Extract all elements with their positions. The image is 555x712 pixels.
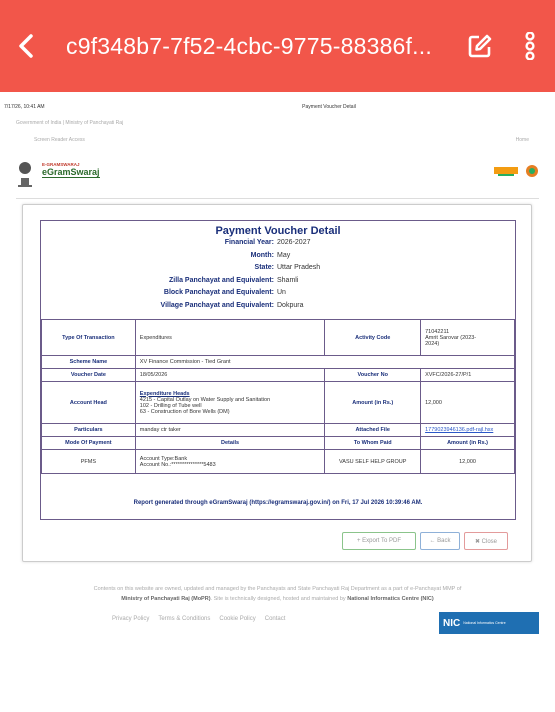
privacy-policy-link[interactable]: Privacy Policy [112, 616, 150, 622]
action-buttons [342, 532, 508, 550]
zilla-panchayat-row: Zilla Panchayat and Equivalent: Shamli [168, 276, 299, 284]
more-vertical-icon [525, 32, 535, 60]
contact-link[interactable]: Contact [264, 616, 286, 622]
attached-file-link[interactable]: 1779023946136.pdf-rajl.hsx [425, 427, 494, 433]
table-row: Scheme Name XV Finance Commission - Tied Grant [42, 356, 515, 369]
gov-line: Government of India | Ministry of Panchayati Raj [16, 120, 124, 126]
block-panchayat-row: Block Panchayat and Equivalent: Un [163, 289, 286, 296]
partner-logos [493, 164, 539, 178]
g20-logo-icon [525, 164, 539, 178]
state-row: State: Uttar Pradesh [254, 264, 321, 271]
logo-text: eGramSwaraj [42, 167, 100, 177]
print-datetime: 7/17/26, 10:41 AM [4, 104, 45, 110]
egramswaraj-logo [42, 162, 100, 178]
back-button[interactable] [0, 0, 52, 92]
voucher-table [41, 319, 515, 474]
header-divider [16, 198, 539, 199]
export-pdf-button[interactable]: + Export To PDF [342, 532, 416, 550]
app-bar [0, 0, 555, 92]
app-bar-title: c9f348b7-7f52-4cbc-9775-88386f... [66, 32, 432, 59]
print-header [4, 104, 545, 110]
table-row: Voucher Date 18/05/2026 Voucher No XVFC/2026-27/P/1 [42, 369, 515, 382]
table-row: Particulars manday ctr taker Attached File 1779023946136.pdf-rajl.hsx [42, 424, 515, 437]
report-footnote: Report generated through eGramSwaraj (https://egramswaraj.gov.in/) on Fri, 17 Jul 2026 10:39:46 AM. [133, 500, 423, 506]
edit-icon [467, 33, 493, 59]
cookie-policy-link[interactable]: Cookie Policy [219, 616, 256, 622]
table-row: Mode Of Payment Details To Whom Paid Amount (in Rs.) [42, 437, 515, 450]
table-row: Account Head Expenditure Heads 4215 - Capital Outlay on Water Supply and Sanitation 102 - Drilling of Tube well 63 - Construction of Bore Wells (DM) Amount (in Rs.) 12,000 [42, 382, 515, 424]
footer-text: Contents on this website are owned, updated and managed by the Panchayats and State Panchayati Raj Department as a part of e-Panchayat MMP of Ministry of Panchayati Raj (MoPR). Site is technically designed, hosted and maintained by National Informatics Centre (NIC) [93, 586, 462, 602]
table-row: Type Of Transaction Expenditures Activity Code 71042211 Amrit Sarovar (2023- 2024) [42, 320, 515, 356]
table-row: PFMS Account Type:Bank Account No.:***************5483 VASU SELF HELP GROUP 12,000 [42, 450, 515, 474]
arrow-left-icon [17, 33, 35, 59]
footer-links [112, 616, 285, 622]
voucher-report [40, 220, 516, 520]
home-link[interactable]: Home [515, 137, 529, 143]
logo-small-text: E-GRAMSWARAJ [42, 162, 80, 167]
azadi-logo-icon [493, 164, 519, 178]
print-title: Payment Voucher Detail [302, 104, 356, 110]
back-page-button[interactable]: ← Back [420, 532, 460, 550]
village-panchayat-row: Village Panchayat and Equivalent: Dokpura [160, 301, 304, 309]
terms-link[interactable]: Terms & Conditions [158, 616, 211, 622]
financial-year-row: Financial Year: 2026-2027 [224, 239, 311, 246]
national-emblem-icon [14, 156, 36, 190]
document-page [0, 92, 555, 712]
edit-button[interactable] [455, 0, 505, 92]
screen-reader-link[interactable]: Screen Reader Access [34, 137, 85, 143]
close-button[interactable]: ✖ Close [464, 532, 508, 550]
nic-logo: NIC National Informatics Centre [439, 612, 539, 634]
more-options-button[interactable] [505, 0, 555, 92]
month-row: Month: May [250, 251, 291, 259]
voucher-title: Payment Voucher Detail [215, 225, 341, 237]
